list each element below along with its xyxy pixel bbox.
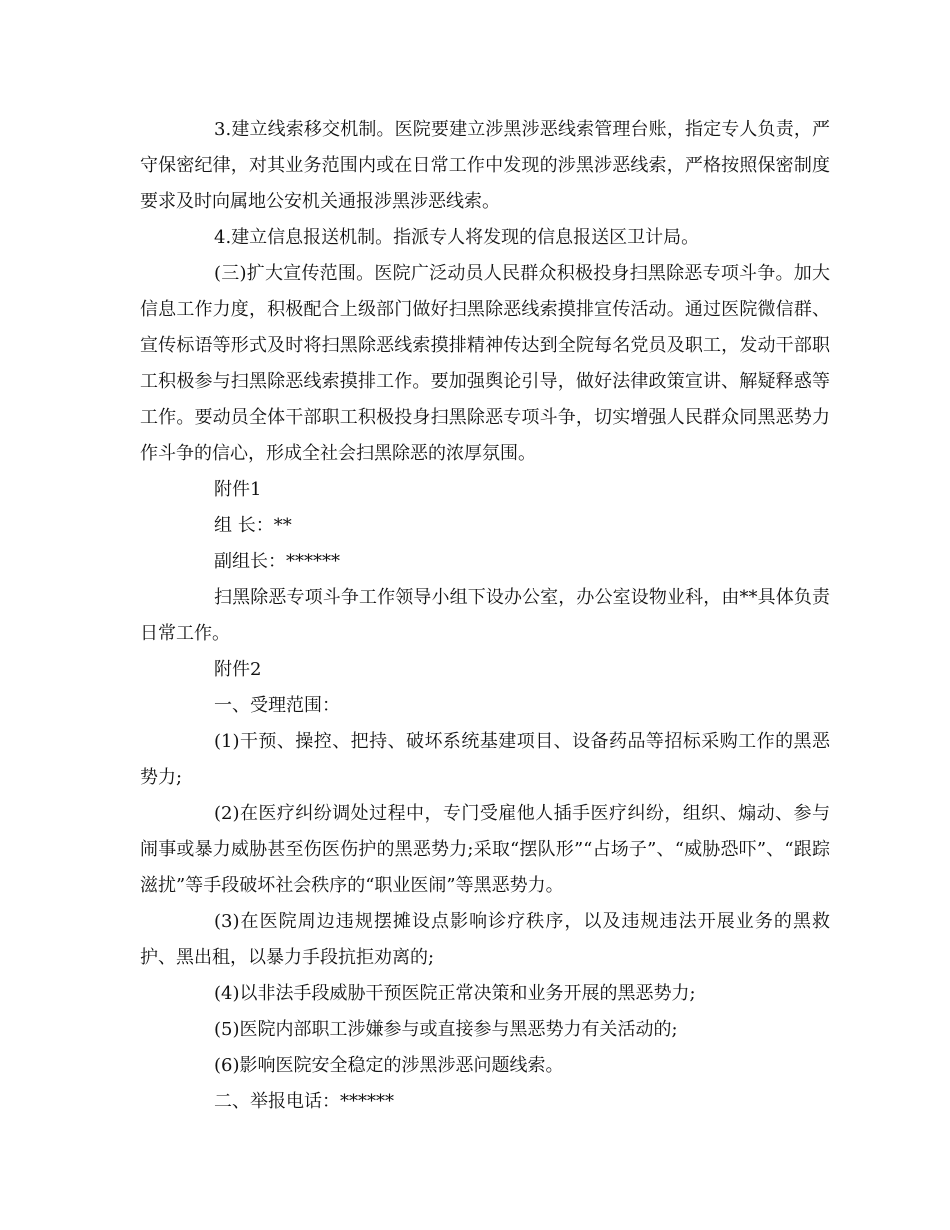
scope-item-3: (3)在医院周边违规摆摊设点影响诊疗秩序，以及违规违法开展业务的黑救护、黑出租，以暴力手段抗拒劝离的; — [140, 911, 830, 968]
paragraph-expand-publicity: (三)扩大宣传范围。医院广泛动员人民群众积极投身扫黑除恶专项斗争。加大信息工作力度，积极配合上级部门做好扫黑除恶线索摸排宣传活动。通过医院微信群、宣传标语等形式及时将扫黑除恶线索摸排精神传达到全院每名党员及职工，发动干部职工积极参与扫黑除恶线索摸排工作。要加强舆论引导，做好法律政策宣讲、解疑释惑等工作。要动员全体干部职工积极投身扫黑除恶专项斗争，切实增强人民群众同黑恶势力作斗争的信心，形成全社会扫黑除恶的浓厚氛围。 — [140, 263, 830, 464]
report-phone-line: 二、举报电话：****** — [214, 1091, 394, 1112]
document-body — [140, 112, 830, 1120]
scope-item-1: (1)干预、操控、把持、破坏系统基建项目、设备药品等招标采购工作的黑恶势力; — [140, 731, 830, 788]
attachment-2-heading: 附件2 — [214, 659, 262, 680]
scope-item-5: (5)医院内部职工涉嫌参与或直接参与黑恶势力有关活动的; — [214, 1019, 678, 1040]
paragraph-info-reporting-mechanism: 4.建立信息报送机制。指派专人将发现的信息报送区卫计局。 — [214, 227, 700, 248]
scope-item-6: (6)影响医院安全稳定的涉黑涉恶问题线索。 — [214, 1055, 564, 1076]
scope-item-4: (4)以非法手段威胁干预医院正常决策和业务开展的黑恶势力; — [214, 983, 696, 1004]
scope-item-2: (2)在医疗纠纷调处过程中，专门受雇他人插手医疗纠纷，组织、煽动、参与闹事或暴力威胁甚至伤医伤护的黑恶势力;采取“摆队形”“占场子”、“威胁恐吓”、“跟踪滋扰”等手段破坏社会秩序的“职业医闹”等黑恶势力。 — [140, 803, 830, 896]
attachment-1-heading: 附件1 — [214, 479, 262, 500]
group-leader-line: 组 长：** — [214, 515, 292, 536]
deputy-leader-line: 副组长：****** — [214, 551, 340, 572]
paragraph-office-setup: 扫黑除恶专项斗争工作领导小组下设办公室，办公室设物业科，由**具体负责日常工作。 — [140, 587, 830, 644]
paragraph-clue-transfer-mechanism: 3.建立线索移交机制。医院要建立涉黑涉恶线索管理台账，指定专人负责，严守保密纪律，对其业务范围内或在日常工作中发现的涉黑涉恶线索，严格按照保密制度要求及时向属地公安机关通报涉黑涉恶线索。 — [140, 119, 830, 212]
section-scope-heading: 一、受理范围： — [214, 695, 340, 716]
